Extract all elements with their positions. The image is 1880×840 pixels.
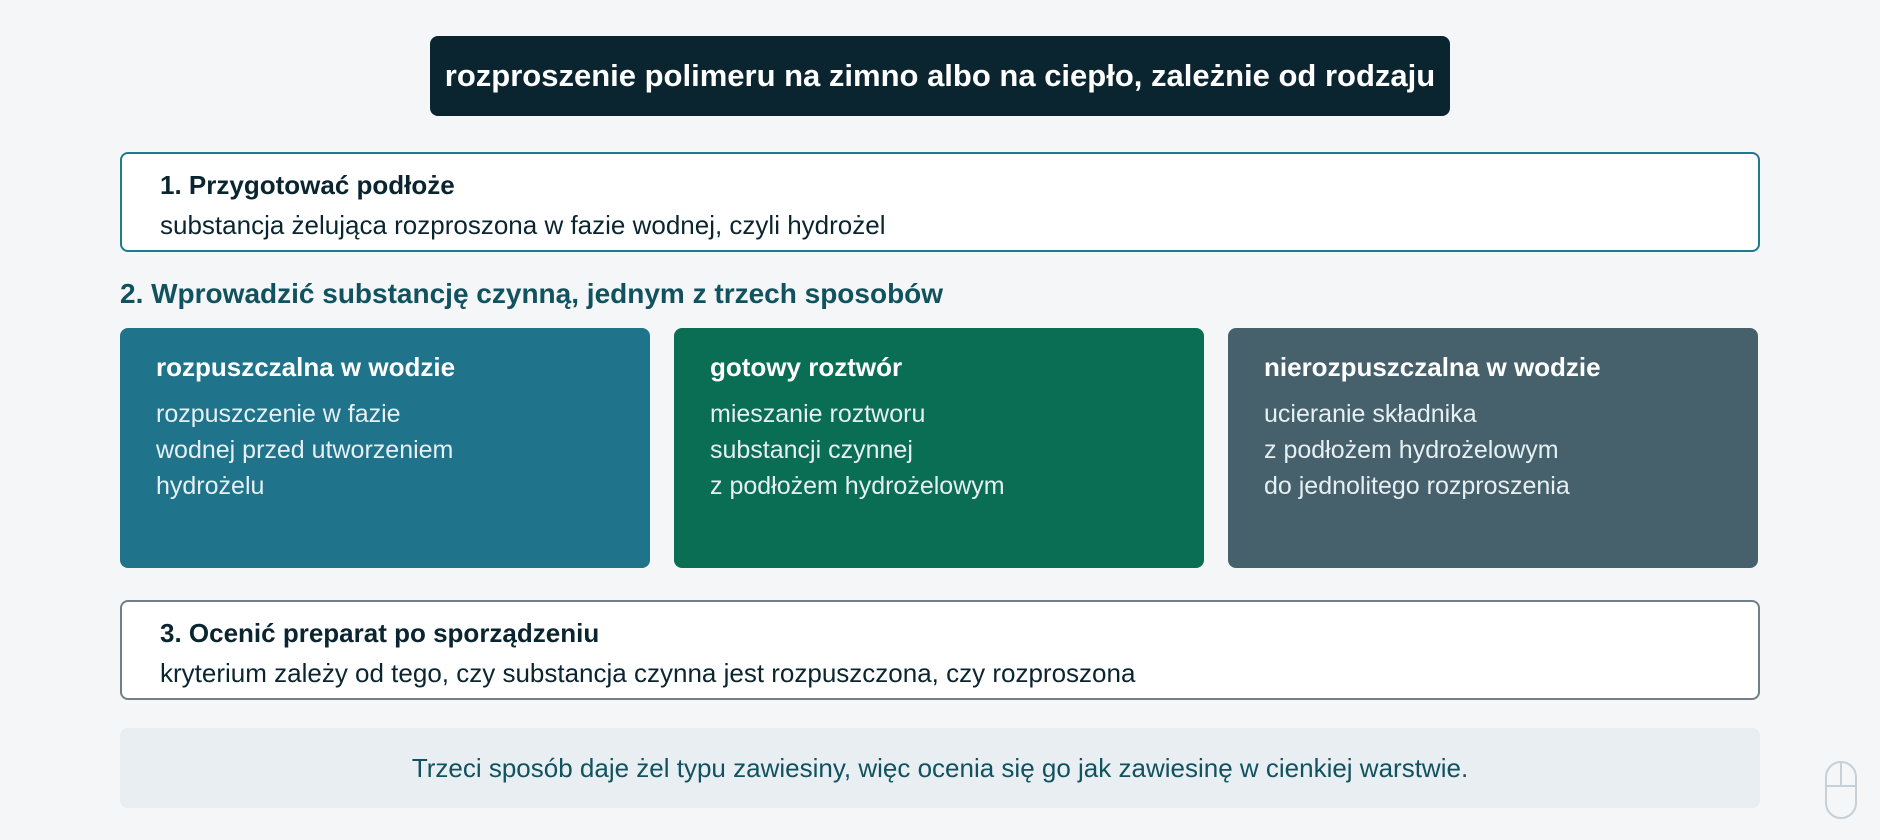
diagram-title: rozproszenie polimeru na zimno albo na ciepło, zależnie od rodzaju [430, 36, 1450, 116]
step1-description: substancja żelująca rozproszona w fazie wodnej, czyli hydrożel [160, 210, 886, 240]
step3-title: 3. Ocenić preparat po sporządzeniu [160, 618, 600, 648]
card-description: rozpuszczenie w fazie wodnej przed utworzeniem hydrożelu [156, 400, 454, 500]
card-title: gotowy roztwór [710, 352, 903, 382]
card-title: rozpuszczalna w wodzie [156, 352, 456, 382]
step1-box [120, 152, 1760, 252]
method-card-water-insoluble [1228, 328, 1758, 568]
step3-description: kryterium zależy od tego, czy substancja czynna jest rozpuszczona, czy rozproszona [160, 658, 1136, 688]
card-title: nierozpuszczalna w wodzie [1264, 352, 1601, 382]
note-box [120, 728, 1760, 808]
step3-box [120, 600, 1760, 700]
method-card-water-soluble [120, 328, 650, 568]
method-card-ready-solution [674, 328, 1204, 568]
step2-heading: 2. Wprowadzić substancję czynną, jednym z trzech sposobów [120, 278, 944, 309]
step1-title: 1. Przygotować podłoże [160, 170, 455, 200]
card-description: ucieranie składnika z podłożem hydrożelowym do jednolitego rozproszenia [1264, 400, 1570, 500]
card-description: mieszanie roztworu substancji czynnej z podłożem hydrożelowym [710, 400, 1005, 500]
mouse-icon [1824, 760, 1858, 820]
note-text: Trzeci sposób daje żel typu zawiesiny, więc ocenia się go jak zawiesinę w cienkiej warstwie. [411, 752, 1469, 783]
